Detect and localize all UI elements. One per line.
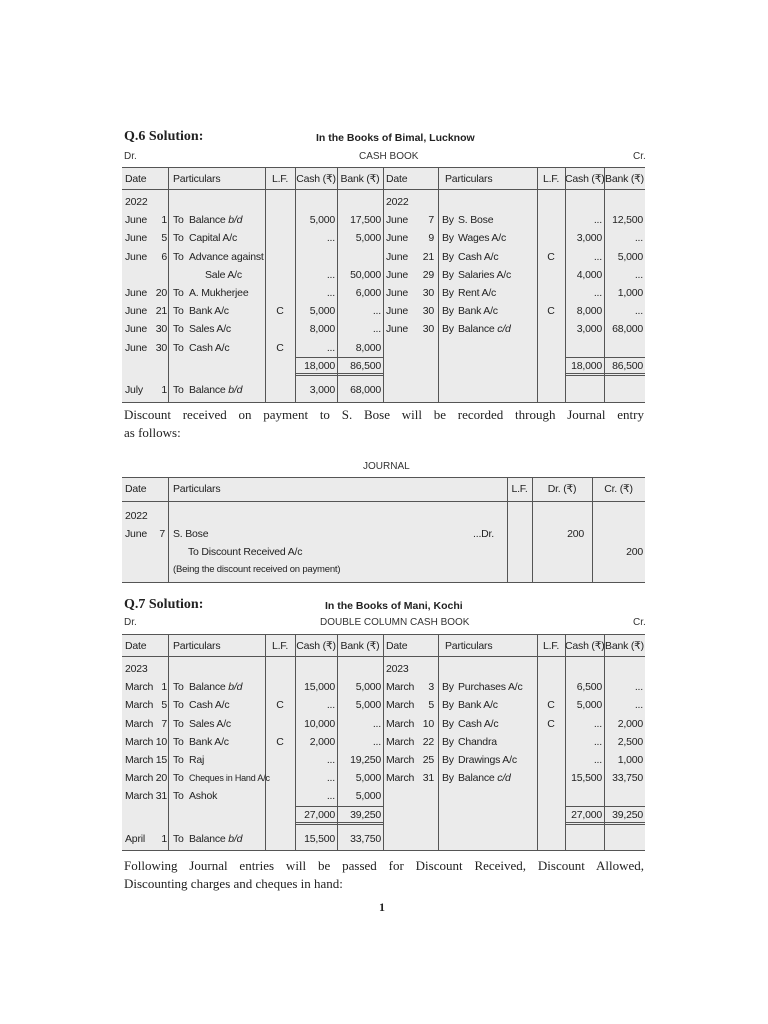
entry-month: March bbox=[125, 790, 154, 803]
entry-prefix: By bbox=[442, 735, 454, 748]
entry-cash: ... bbox=[593, 214, 602, 227]
entry-month: June bbox=[125, 323, 147, 336]
entry-cash: ... bbox=[326, 699, 335, 712]
entry-cash: 3,000 bbox=[576, 323, 602, 336]
entry-lf: C bbox=[547, 250, 555, 263]
entry-month: June bbox=[386, 305, 408, 318]
entry-month: March bbox=[386, 681, 415, 694]
total-bank-left: 39,250 bbox=[350, 809, 381, 821]
entry-bank: 50,000 bbox=[350, 268, 381, 281]
entry-bank: 5,000 bbox=[355, 681, 381, 694]
entry-prefix: By bbox=[442, 323, 454, 336]
entry-particulars: S. Bose bbox=[458, 214, 494, 227]
entry-cash: 8,000 bbox=[309, 323, 335, 336]
entry-day: 20 bbox=[155, 287, 167, 299]
year-label-left: 2022 bbox=[125, 196, 148, 208]
entry-month: March bbox=[125, 681, 154, 694]
entry-particulars: Balance b/d bbox=[189, 214, 243, 227]
entry-prefix: To bbox=[173, 341, 184, 354]
journal-year: 2022 bbox=[125, 510, 148, 522]
entry-particulars: Raj bbox=[189, 754, 205, 766]
entry-prefix: To bbox=[173, 214, 184, 227]
entry-month: June bbox=[386, 250, 408, 263]
total-cash-left: 27,000 bbox=[304, 809, 335, 821]
q7-explanation bbox=[124, 857, 644, 893]
entry-particulars: Cash A/c bbox=[458, 717, 499, 730]
entry-prefix: To bbox=[173, 772, 184, 785]
entry-month: March bbox=[386, 735, 415, 748]
entry-particulars: Sales A/c bbox=[189, 717, 231, 730]
final-particulars: Balance b/d bbox=[189, 384, 243, 396]
entry-day: 10 bbox=[422, 717, 434, 730]
balance-suffix: b/d bbox=[228, 681, 243, 694]
entry-day: 6 bbox=[161, 250, 167, 263]
journal-dr-marker: ...Dr. bbox=[473, 528, 494, 540]
entry-lf: C bbox=[276, 305, 284, 318]
year-label-right: 2023 bbox=[386, 663, 409, 675]
final-bank: 68,000 bbox=[350, 384, 381, 396]
final-cash: 3,000 bbox=[309, 384, 335, 396]
column-divider bbox=[537, 635, 538, 850]
column-header: Date bbox=[125, 173, 147, 185]
entry-day: 21 bbox=[155, 305, 167, 318]
column-divider bbox=[438, 635, 439, 850]
entry-day: 9 bbox=[428, 232, 434, 245]
entry-particulars: Salaries A/c bbox=[458, 268, 512, 281]
entry-prefix: By bbox=[442, 681, 454, 694]
column-header: Bank (₹) bbox=[340, 173, 380, 185]
entry-particulars: Wages A/c bbox=[458, 232, 506, 245]
total-rule-right bbox=[565, 806, 645, 807]
entry-cash: 3,000 bbox=[576, 232, 602, 245]
journal-credit-amount: 200 bbox=[626, 546, 643, 558]
balance-suffix: c/d bbox=[497, 323, 511, 336]
entry-bank: 1,000 bbox=[617, 754, 643, 766]
entry-prefix: By bbox=[442, 754, 454, 766]
column-divider bbox=[383, 635, 384, 850]
entry-particulars: Cash A/c bbox=[458, 250, 499, 263]
entry-prefix: To bbox=[173, 790, 184, 803]
entry-prefix: To bbox=[173, 323, 184, 336]
entry-bank: ... bbox=[372, 305, 381, 318]
column-header: Cash (₹) bbox=[296, 173, 336, 185]
final-prefix: To bbox=[173, 833, 184, 845]
entry-bank: 2,000 bbox=[617, 717, 643, 730]
entry-bank: ... bbox=[634, 305, 643, 318]
entry-month: March bbox=[386, 717, 415, 730]
q7-cash-book-table bbox=[122, 634, 645, 851]
entry-particulars: Cheques in Hand A/c bbox=[189, 773, 270, 784]
entry-particulars: Ashok bbox=[189, 790, 218, 803]
entry-particulars: Rent A/c bbox=[458, 287, 497, 299]
entry-cash: ... bbox=[593, 250, 602, 263]
entry-month: June bbox=[386, 323, 408, 336]
entry-prefix: By bbox=[442, 232, 454, 245]
entry-month: June bbox=[125, 232, 147, 245]
total-double-rule-right bbox=[565, 822, 645, 825]
entry-bank: 8,000 bbox=[355, 341, 381, 354]
entry-day: 5 bbox=[428, 699, 434, 712]
entry-bank: ... bbox=[634, 268, 643, 281]
balance-suffix: b/d bbox=[228, 833, 243, 845]
column-header: Cash (₹) bbox=[565, 173, 605, 185]
column-divider bbox=[168, 478, 169, 582]
entry-prefix: By bbox=[442, 214, 454, 227]
entry-cash: ... bbox=[326, 232, 335, 245]
final-month: April bbox=[125, 833, 146, 845]
entry-cash: ... bbox=[326, 772, 335, 785]
balance-suffix: b/d bbox=[228, 384, 243, 396]
final-particulars: Balance b/d bbox=[189, 833, 243, 845]
entry-month: March bbox=[125, 754, 154, 766]
entry-prefix: By bbox=[442, 717, 454, 730]
entry-day: 10 bbox=[155, 735, 167, 748]
entry-particulars: Bank A/c bbox=[189, 735, 229, 748]
header-divider bbox=[122, 656, 645, 657]
q6-cashbook-title: CASH BOOK bbox=[359, 151, 419, 162]
column-header: L.F. bbox=[542, 640, 560, 652]
entry-month: March bbox=[386, 754, 415, 766]
entry-particulars: Bank A/c bbox=[458, 699, 498, 712]
entry-bank: 5,000 bbox=[355, 790, 381, 803]
entry-day: 30 bbox=[155, 341, 167, 354]
entry-prefix: To bbox=[173, 250, 184, 263]
entry-prefix: By bbox=[442, 287, 454, 299]
total-cash-left: 18,000 bbox=[304, 360, 335, 372]
journal-month: June bbox=[125, 528, 147, 540]
q7-cashbook-title: DOUBLE COLUMN CASH BOOK bbox=[320, 617, 470, 628]
year-label-left: 2023 bbox=[125, 663, 148, 675]
year-label-right: 2022 bbox=[386, 196, 409, 208]
entry-month: March bbox=[386, 699, 415, 712]
entry-bank: ... bbox=[372, 323, 381, 336]
entry-prefix: By bbox=[442, 305, 454, 318]
entry-prefix: To bbox=[173, 754, 184, 766]
entry-prefix: To bbox=[173, 681, 184, 694]
entry-day: 3 bbox=[428, 681, 434, 694]
entry-prefix: By bbox=[442, 699, 454, 712]
entry-day: 21 bbox=[422, 250, 434, 263]
page-number: 1 bbox=[379, 900, 385, 914]
column-divider bbox=[438, 168, 439, 402]
column-header: Cr. (₹) bbox=[604, 483, 633, 495]
total-bank-right: 86,500 bbox=[612, 360, 643, 372]
entry-prefix: To bbox=[173, 287, 184, 299]
entry-bank: 12,500 bbox=[612, 214, 643, 227]
entry-cash: 5,000 bbox=[576, 699, 602, 712]
entry-cash: 2,000 bbox=[309, 735, 335, 748]
entry-month: June bbox=[386, 232, 408, 245]
entry-month: June bbox=[125, 214, 147, 227]
entry-lf: C bbox=[276, 735, 284, 748]
entry-bank: ... bbox=[634, 232, 643, 245]
q6-book-title: In the Books of Bimal, Lucknow bbox=[316, 132, 475, 144]
column-divider bbox=[168, 635, 169, 850]
column-header: Particulars bbox=[445, 173, 493, 185]
entry-cash: 10,000 bbox=[304, 717, 335, 730]
final-bank: 33,750 bbox=[350, 833, 381, 845]
entry-day: 5 bbox=[161, 232, 167, 245]
q7-explanation-line2: Discounting charges and cheques in hand: bbox=[124, 876, 343, 891]
entry-particulars: Drawings A/c bbox=[458, 754, 517, 766]
entry-bank: ... bbox=[634, 699, 643, 712]
q7-cr-label: Cr. bbox=[633, 617, 646, 628]
entry-cash: ... bbox=[593, 754, 602, 766]
entry-month: March bbox=[125, 699, 154, 712]
final-day: 1 bbox=[161, 384, 167, 396]
entry-bank: 33,750 bbox=[612, 772, 643, 785]
header-divider bbox=[122, 189, 645, 190]
total-cash-right: 27,000 bbox=[571, 809, 602, 821]
entry-day: 5 bbox=[161, 699, 167, 712]
entry-month: June bbox=[386, 268, 408, 281]
column-header: L.F. bbox=[542, 173, 560, 185]
entry-cash: 4,000 bbox=[576, 268, 602, 281]
column-header: Bank (₹) bbox=[605, 640, 644, 652]
entry-month: June bbox=[386, 214, 408, 227]
column-header: Bank (₹) bbox=[340, 640, 380, 652]
entry-particulars: Purchases A/c bbox=[458, 681, 523, 694]
q7-explanation-line1: Following Journal entries will be passed for Discount Received, Discount Allowed, bbox=[124, 858, 644, 873]
entry-day: 31 bbox=[422, 772, 434, 785]
entry-cash: 6,500 bbox=[576, 681, 602, 694]
entry-month: June bbox=[125, 287, 147, 299]
entry-day: 30 bbox=[422, 323, 434, 336]
entry-prefix: To bbox=[173, 699, 184, 712]
balance-suffix: b/d bbox=[228, 214, 243, 227]
entry-bank: 5,000 bbox=[617, 250, 643, 263]
final-cash: 15,500 bbox=[304, 833, 335, 845]
total-bank-right: 39,250 bbox=[612, 809, 643, 821]
entry-lf: C bbox=[276, 341, 284, 354]
header-divider bbox=[122, 501, 645, 502]
entry-bank: 1,000 bbox=[617, 287, 643, 299]
entry-day: 29 bbox=[422, 268, 434, 281]
column-header: Particulars bbox=[173, 640, 221, 652]
column-header: Date bbox=[125, 640, 147, 652]
journal-debit-account: S. Bose bbox=[173, 528, 209, 540]
entry-bank: 5,000 bbox=[355, 699, 381, 712]
total-double-rule-left bbox=[295, 822, 383, 825]
entry-day: 30 bbox=[422, 305, 434, 318]
entry-month: June bbox=[125, 305, 147, 318]
journal-debit-amount: 200 bbox=[567, 528, 584, 540]
column-divider bbox=[168, 168, 169, 402]
column-header: Particulars bbox=[173, 483, 221, 495]
q6-explanation-line1: Discount received on payment to S. Bose will be recorded through Journal entry bbox=[124, 407, 644, 422]
entry-cash: 5,000 bbox=[309, 305, 335, 318]
entry-day: 30 bbox=[155, 323, 167, 336]
entry-cash: ... bbox=[593, 287, 602, 299]
entry-particulars: Capital A/c bbox=[189, 232, 237, 245]
column-header: Date bbox=[386, 173, 408, 185]
entry-month: March bbox=[125, 772, 154, 785]
entry-bank: 5,000 bbox=[355, 232, 381, 245]
column-header: Cash (₹) bbox=[296, 640, 336, 652]
entry-prefix: To bbox=[173, 305, 184, 318]
column-header: Date bbox=[125, 483, 147, 495]
q6-cr-label: Cr. bbox=[633, 151, 646, 162]
entry-cash: 15,500 bbox=[571, 772, 602, 785]
final-prefix: To bbox=[173, 384, 184, 396]
entry-day: 22 bbox=[422, 735, 434, 748]
entry-particulars: Bank A/c bbox=[458, 305, 498, 318]
entry-bank: 68,000 bbox=[612, 323, 643, 336]
q6-dr-label: Dr. bbox=[124, 151, 137, 162]
entry-cash: 15,000 bbox=[304, 681, 335, 694]
entry-cash: ... bbox=[593, 735, 602, 748]
entry-cash: ... bbox=[593, 717, 602, 730]
entry-particulars: Balance c/d bbox=[458, 323, 511, 336]
total-double-rule-right bbox=[565, 373, 645, 376]
entry-day: 1 bbox=[161, 214, 167, 227]
entry-particulars: Balance b/d bbox=[189, 681, 243, 694]
journal-credit-account: To Discount Received A/c bbox=[188, 546, 303, 558]
entry-cash: ... bbox=[326, 287, 335, 299]
entry-bank: 2,500 bbox=[617, 735, 643, 748]
entry-particulars: Sales A/c bbox=[189, 323, 231, 336]
entry-lf: C bbox=[547, 699, 555, 712]
entry-particulars: Cash A/c bbox=[189, 341, 230, 354]
entry-month: March bbox=[386, 772, 415, 785]
column-header: Particulars bbox=[173, 173, 221, 185]
q6-cash-book-table bbox=[122, 167, 645, 403]
column-header: Particulars bbox=[445, 640, 493, 652]
entry-cash: ... bbox=[326, 754, 335, 766]
entry-cash: 5,000 bbox=[309, 214, 335, 227]
entry-particulars: Chandra bbox=[458, 735, 497, 748]
entry-cash: ... bbox=[326, 341, 335, 354]
total-rule-left bbox=[295, 357, 383, 358]
entry-month: March bbox=[125, 717, 154, 730]
journal-table bbox=[122, 477, 645, 583]
entry-particulars: Sale A/c bbox=[205, 268, 242, 281]
entry-day: 15 bbox=[155, 754, 167, 766]
entry-bank: 5,000 bbox=[355, 772, 381, 785]
entry-particulars: Balance c/d bbox=[458, 772, 511, 785]
q6-explanation bbox=[124, 406, 644, 442]
q6-title: Q.6 Solution: bbox=[124, 129, 204, 144]
entry-cash: ... bbox=[326, 790, 335, 803]
entry-day: 31 bbox=[155, 790, 167, 803]
entry-month: June bbox=[125, 250, 147, 263]
total-rule-right bbox=[565, 357, 645, 358]
column-header: L.F. bbox=[271, 640, 289, 652]
entry-lf: C bbox=[276, 699, 284, 712]
entry-lf: C bbox=[547, 305, 555, 318]
q6-explanation-line2: as follows: bbox=[124, 425, 181, 440]
entry-bank: 6,000 bbox=[355, 287, 381, 299]
total-bank-left: 86,500 bbox=[350, 360, 381, 372]
entry-particulars: Cash A/c bbox=[189, 699, 230, 712]
column-header: Bank (₹) bbox=[605, 173, 644, 185]
journal-narration: (Being the discount received on payment) bbox=[173, 564, 341, 575]
column-divider bbox=[537, 168, 538, 402]
entry-particulars: Advance against bbox=[189, 250, 264, 263]
entry-month: June bbox=[386, 287, 408, 299]
entry-prefix: By bbox=[442, 250, 454, 263]
entry-cash: 8,000 bbox=[576, 305, 602, 318]
entry-prefix: By bbox=[442, 268, 454, 281]
q7-dr-label: Dr. bbox=[124, 617, 137, 628]
entry-bank: ... bbox=[372, 735, 381, 748]
column-divider bbox=[383, 168, 384, 402]
q7-book-title: In the Books of Mani, Kochi bbox=[325, 600, 463, 612]
entry-month: March bbox=[125, 735, 154, 748]
entry-day: 25 bbox=[422, 754, 434, 766]
entry-prefix: To bbox=[173, 232, 184, 245]
entry-bank: ... bbox=[634, 681, 643, 694]
column-header: Date bbox=[386, 640, 408, 652]
column-header: Cash (₹) bbox=[565, 640, 605, 652]
entry-particulars: A. Mukherjee bbox=[189, 287, 249, 299]
entry-lf: C bbox=[547, 717, 555, 730]
entry-day: 1 bbox=[161, 681, 167, 694]
column-header: L.F. bbox=[271, 173, 289, 185]
entry-cash: ... bbox=[326, 268, 335, 281]
entry-bank: 17,500 bbox=[350, 214, 381, 227]
entry-day: 7 bbox=[161, 717, 167, 730]
total-double-rule-left bbox=[295, 373, 383, 376]
column-divider bbox=[265, 168, 266, 402]
final-month: July bbox=[125, 384, 143, 396]
entry-prefix: By bbox=[442, 772, 454, 785]
column-header: L.F. bbox=[511, 483, 528, 495]
entry-particulars: Bank A/c bbox=[189, 305, 229, 318]
total-cash-right: 18,000 bbox=[571, 360, 602, 372]
journal-title: JOURNAL bbox=[363, 461, 410, 472]
entry-bank: 19,250 bbox=[350, 754, 381, 766]
entry-prefix: To bbox=[173, 735, 184, 748]
entry-prefix: To bbox=[173, 717, 184, 730]
balance-suffix: c/d bbox=[497, 772, 511, 785]
entry-day: 20 bbox=[155, 772, 167, 785]
entry-month: June bbox=[125, 341, 147, 354]
q7-title: Q.7 Solution: bbox=[124, 597, 204, 612]
entry-bank: ... bbox=[372, 717, 381, 730]
total-rule-left bbox=[295, 806, 383, 807]
journal-day: 7 bbox=[159, 528, 165, 540]
entry-day: 7 bbox=[428, 214, 434, 227]
column-header: Dr. (₹) bbox=[547, 483, 577, 495]
final-day: 1 bbox=[161, 833, 167, 845]
entry-day: 30 bbox=[422, 287, 434, 299]
